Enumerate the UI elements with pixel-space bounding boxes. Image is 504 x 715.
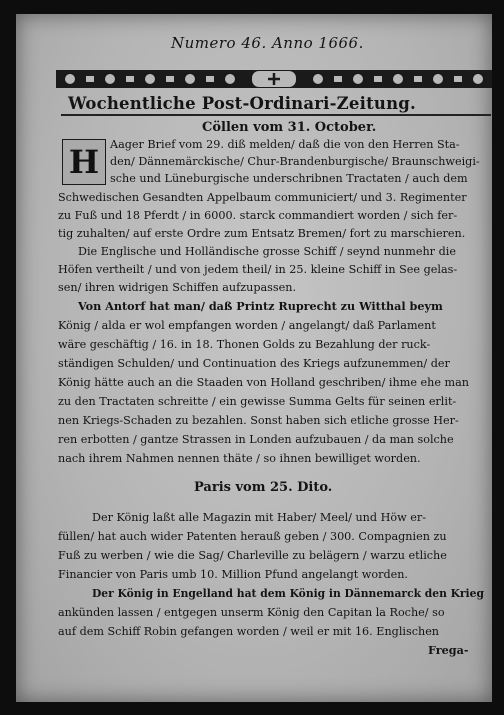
dateline-paris: Paris vom 25. Dito. bbox=[194, 480, 333, 495]
text-line: tig zuhalten/ auf erste Ordre zum Entsatz Bremen/ fort zu marschieren. bbox=[58, 227, 466, 240]
text-line: ständigen Schulden/ und Continuation des Kriegs aufzunemmen/ der bbox=[58, 357, 450, 370]
text-line: nen Kriegs-Schaden zu bezahlen. Sonst haben sich etliche grosse Her- bbox=[58, 414, 459, 427]
text-line: sen/ ihren widrigen Schiffen aufzupassen. bbox=[58, 281, 297, 294]
ornament-icon bbox=[56, 68, 492, 90]
title-underline bbox=[61, 114, 491, 116]
text-line: wäre geschäftig / 16. in 18. Thonen Golds zu Bezahlung der ruck- bbox=[58, 338, 431, 351]
text-line: Von Antorf hat man/ daß Printz Ruprecht zu Witthal beym bbox=[78, 299, 443, 313]
text-line: zu Fuß und 18 Pferdt / in 6000. starck commandiert worden / sich fer- bbox=[58, 209, 458, 222]
text-line: füllen/ hat auch wider Patenten herauß geben / 300. Compagnien zu bbox=[58, 530, 447, 543]
text-line: Fuß zu werben / wie die Sag/ Charleville zu belägern / warzu etliche bbox=[58, 549, 447, 562]
text-line: auf dem Schiff Robin gefangen worden / weil er mit 16. Englischen bbox=[58, 625, 440, 638]
newspaper-title: Wochentliche Post-Ordinari-Zeitung. bbox=[68, 94, 416, 113]
text-line: König hätte auch an die Staaden von Holland geschriben/ ihme ehe man bbox=[58, 376, 469, 389]
text-line: Schwedischen Gesandten Appelbaum communiciert/ und 3. Regimenter bbox=[58, 191, 467, 204]
text-line: Der König laßt alle Magazin mit Haber/ Meel/ und Höw er- bbox=[92, 511, 426, 524]
text-line: Die Englische und Holländische grosse Schiff / seynd nunmehr die bbox=[78, 245, 456, 258]
text-line: zu den Tractaten schreitte / ein gewisse Summa Gelts für seinen erlit- bbox=[58, 395, 457, 408]
text-line: ren erbotten / gantze Strassen in Londen aufzubauen / da man solche bbox=[58, 433, 454, 446]
catchword: Frega- bbox=[428, 643, 469, 657]
text-line: Financier von Paris umb 10. Million Pfund angelangt worden. bbox=[58, 568, 408, 581]
dateline-cologne: Cöllen vom 31. October. bbox=[202, 120, 377, 135]
text-line: den/ Dännemärckische/ Chur-Brandenburgische/ Braunschweigi- bbox=[110, 155, 480, 168]
text-line: sche und Lüneburgische underschribnen Tractaten / auch dem bbox=[110, 172, 468, 185]
text-line: Der König in Engelland hat dem König in Dännemarck den Krieg bbox=[92, 586, 484, 600]
decorated-initial: H bbox=[62, 139, 106, 185]
text-line: Aager Brief vom 29. diß melden/ daß die von den Herren Sta- bbox=[110, 138, 460, 151]
decorative-ornament-band bbox=[56, 68, 492, 90]
newspaper-page bbox=[16, 14, 492, 702]
text-line: ankünden lassen / entgegen unserm König den Capitan la Roche/ so bbox=[58, 606, 445, 619]
issue-number-line: Numero 46. Anno 1666. bbox=[171, 34, 364, 52]
text-line: nach ihrem Nahmen nennen thäte / so ihnen bewilliget worden. bbox=[58, 452, 421, 465]
text-line: Höfen vertheilt / und von jedem theil/ in 25. kleine Schiff in See gelas- bbox=[58, 263, 458, 276]
text-line: König / alda er wol empfangen worden / angelangt/ daß Parlament bbox=[58, 319, 436, 332]
